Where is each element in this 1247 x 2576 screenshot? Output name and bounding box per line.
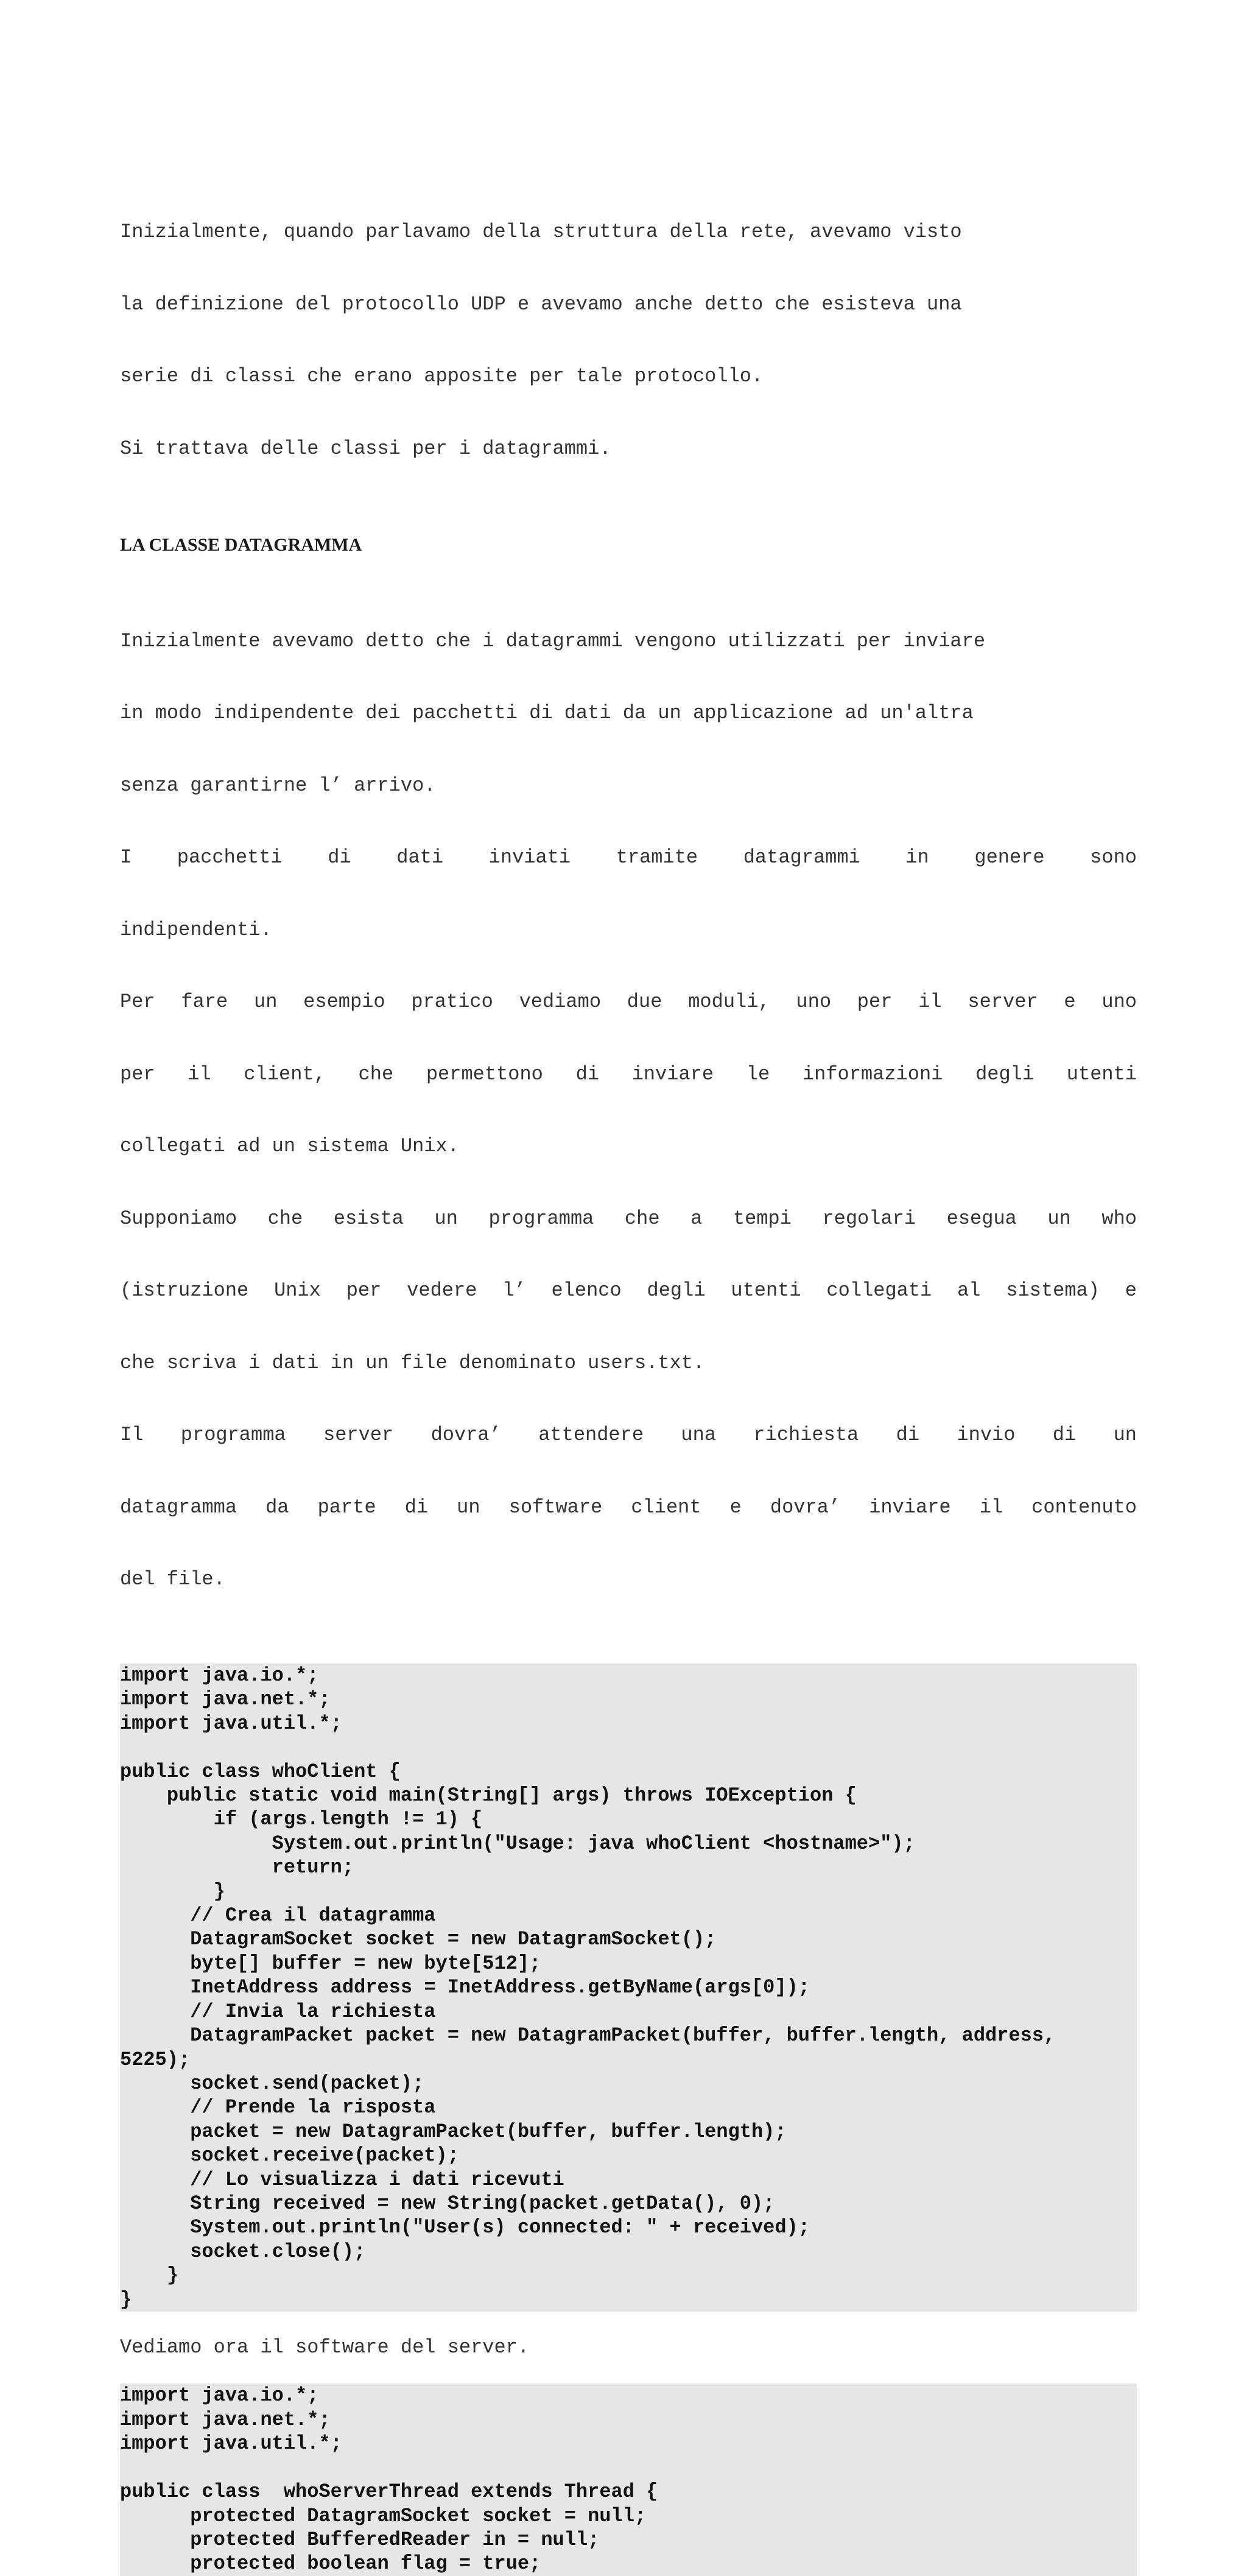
- body-line: Supponiamo che esista un programma che a tempi regolari esegua un who: [120, 1207, 1137, 1230]
- body-line: senza garantirne l’ arrivo.: [120, 774, 436, 797]
- intro-line: la definizione del protocollo UDP e avevamo anche detto che esisteva una: [120, 292, 962, 316]
- body-paragraph: [120, 581, 1137, 1640]
- body-line: Il programma server dovra’ attendere una richiesta di invio di un: [120, 1424, 1137, 1446]
- body-line: del file.: [120, 1568, 225, 1590]
- body-line: indipendenti.: [120, 918, 272, 941]
- body-line: datagramma da parte di un software client e dovra’ inviare il contenuto: [120, 1495, 1137, 1519]
- server-code-block: import java.io.*; import java.net.*; import java.util.*; public class whoServerThread extends Thread { protected DatagramSocket socket = null; protected BufferedReader in = null; protected boolean flag = true;: [120, 2384, 1137, 2575]
- body-line: I pacchetti di dati inviati tramite datagrammi in genere sono: [120, 846, 1137, 869]
- body-line: (istruzione Unix per vedere l’ elenco degli utenti collegati al sistema) e: [120, 1279, 1137, 1302]
- body-line: collegati ad un sistema Unix.: [120, 1135, 459, 1157]
- intro-line: Inizialmente, quando parlavamo della struttura della rete, avevamo visto: [120, 221, 962, 243]
- intro-line: Si trattava delle classi per i datagrammi.: [120, 437, 611, 460]
- document-page: [120, 172, 1137, 2576]
- body-line: per il client, che permettono di inviare le informazioni degli utenti: [120, 1062, 1137, 1085]
- client-code-block: import java.io.*; import java.net.*; import java.util.*; public class whoClient { public static void main(String[] args) throws IOException { if (args.length != 1) { System.out.println("Usage: java whoClient <hostname>"); return; } // Crea il datagramma DatagramSocket socket = new DatagramSocket(); byte[] buffer = new byte[512]; InetAddress address = InetAddress.getByName(args[0]); // Invia la richiesta DatagramPacket packet = new DatagramPacket(buffer, buffer.length, address, 5225); socket.send(packet); // Prende la risposta packet = new DatagramPacket(buffer, buffer.length); socket.receive(packet); // Lo visualizza i dati ricevuti String received = new String(packet.getData(), 0); System.out.println("User(s) connected: " + received); socket.close(); } }: [120, 1664, 1137, 2312]
- body-line: Inizialmente avevamo detto che i datagrammi vengono utilizzati per inviare: [120, 629, 986, 652]
- intro-paragraph: [120, 172, 1137, 509]
- intro-line: serie di classi che erano apposite per tale protocollo.: [120, 365, 764, 387]
- body-line: Per fare un esempio pratico vediamo due moduli, uno per il server e uno: [120, 990, 1137, 1013]
- body-line: in modo indipendente dei pacchetti di dati da un applicazione ad un'altra: [120, 702, 974, 724]
- section-heading: LA CLASSE DATAGRAMMA: [120, 534, 362, 555]
- body-line: che scriva i dati in un file denominato users.txt.: [120, 1351, 705, 1374]
- server-intro-text: Vediamo ora il software del server.: [120, 2336, 530, 2359]
